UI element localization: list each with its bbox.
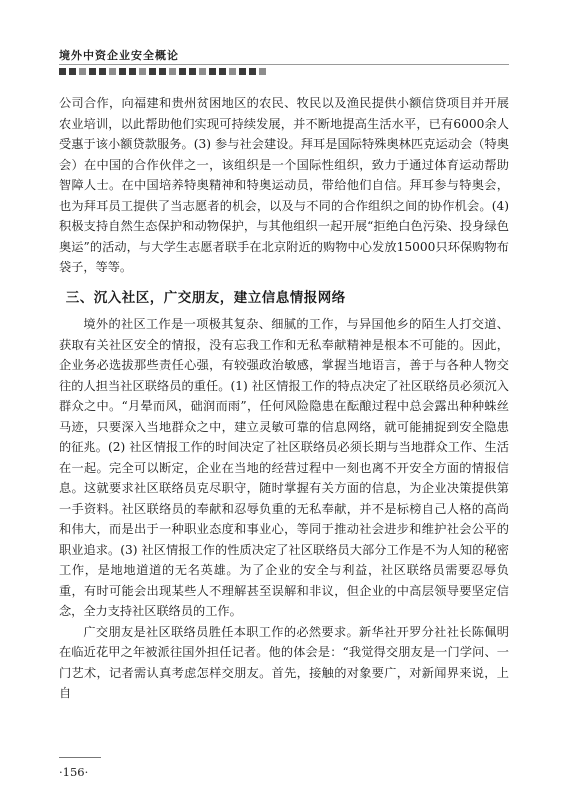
decor-square — [209, 68, 216, 75]
footer-rule — [59, 757, 101, 758]
decor-square — [119, 68, 126, 75]
decor-square — [229, 68, 236, 75]
decor-square — [179, 68, 186, 75]
decor-square — [219, 68, 226, 75]
decor-square — [139, 68, 146, 75]
body-paragraph: 境外的社区工作是一项极其复杂、细腻的工作，与异国他乡的陌生人打交道、获取有关社区安全的情报，没有忘我工作和无私奉献精神是根本不可能的。因此，企业务必选拔那些责任心强，有较强政治敏感，掌握当地语言，善于与各种人物交往的人担当社区联络员的重任。(1) 社区情报工作的特点决定了社区联络员必须沉入群众之中。“月晕而风，础润而雨”，任何风险隐患在酝酿过程中总会露出种种蛛丝马迹，只要深入当地群众之中，建立灵敏可靠的信息网络，就可能捕捉到安全隐患的征兆。(2) 社区情报工作的时间决定了社区联络员必须长期与当地群众工作、生活在一起。完全可以断定，企业在当地的经营过程中一刻也离不开安全方面的情报信息。这就要求社区联络员克尽职守，随时掌握有关方面的信息，为企业决策提供第一手资料。社区联络员的奉献和忍辱负重的无私奉献，并不是标榜自己人格的高尚和伟大，而是出于一种职业态度和事业心，等同于推动社会进步和维护社会公平的职业追求。(3) 社区情报工作的性质决定了社区联络员大部分工作是不为人知的秘密工作，是地地道道的无名英雄。为了企业的安全与利益，社区联络员需要忍辱负重，有时可能会出现某些人不理解甚至误解和非议，但企业的中高层领导要坚定信念，全力支持社区联络员的工作。 — [59, 317, 509, 618]
page-body — [59, 93, 509, 704]
decor-square — [249, 68, 256, 75]
decor-square — [79, 68, 86, 75]
header-decor-squares — [59, 68, 266, 75]
decor-square — [169, 68, 176, 75]
decor-square — [109, 68, 116, 75]
decor-square — [59, 68, 66, 75]
decor-square — [239, 68, 246, 75]
decor-square — [149, 68, 156, 75]
section-heading: 三、沉入社区，广交朋友，建立信息情报网络 — [65, 289, 346, 306]
running-head: 境外中资企业安全概论 — [59, 49, 179, 62]
decor-square — [69, 68, 76, 75]
decor-square — [199, 68, 206, 75]
decor-square — [89, 68, 96, 75]
decor-square — [259, 68, 266, 75]
decor-square — [129, 68, 136, 75]
decor-square — [189, 68, 196, 75]
decor-square — [159, 68, 166, 75]
header-rule — [59, 64, 509, 65]
page-number: ·156· — [59, 765, 89, 779]
decor-square — [99, 68, 106, 75]
body-paragraph: 公司合作，向福建和贵州贫困地区的农民、牧民以及渔民提供小额信贷项目并开展农业培训，以此帮助他们实现可持续发展，并不断地提高生活水平，已有6000余人受惠于该小额贷款服务。(3) 参与社会建设。拜耳是国际特殊奥林匹克运动会（特奥会）在中国的合作伙伴之一，该组织是一个国际性组织，致力于通过体育运动帮助智障人士。在中国培养特奥精神和特奥运动员，带给他们自信。拜耳参与特奥会，也为拜耳员工提供了当志愿者的机会，以及与不同的合作组织之间的协作机会。(4) 积极支持自然生态保护和动物保护，与其他组织一起开展“拒绝白色污染、投身绿色奥运”的活动，与大学生志愿者联手在北京附近的购物中心发放15000只环保购物布袋子，等等。 — [59, 96, 509, 274]
body-paragraph: 广交朋友是社区联络员胜任本职工作的必然要求。新华社开罗分社社长陈佩明在临近花甲之年被派往国外担任记者。他的体会是：“我觉得交朋友是一门学问、一门艺术，记者需认真考虑怎样交朋友。首先，接触的对象要广，对新闻界来说，上自 — [59, 624, 509, 700]
